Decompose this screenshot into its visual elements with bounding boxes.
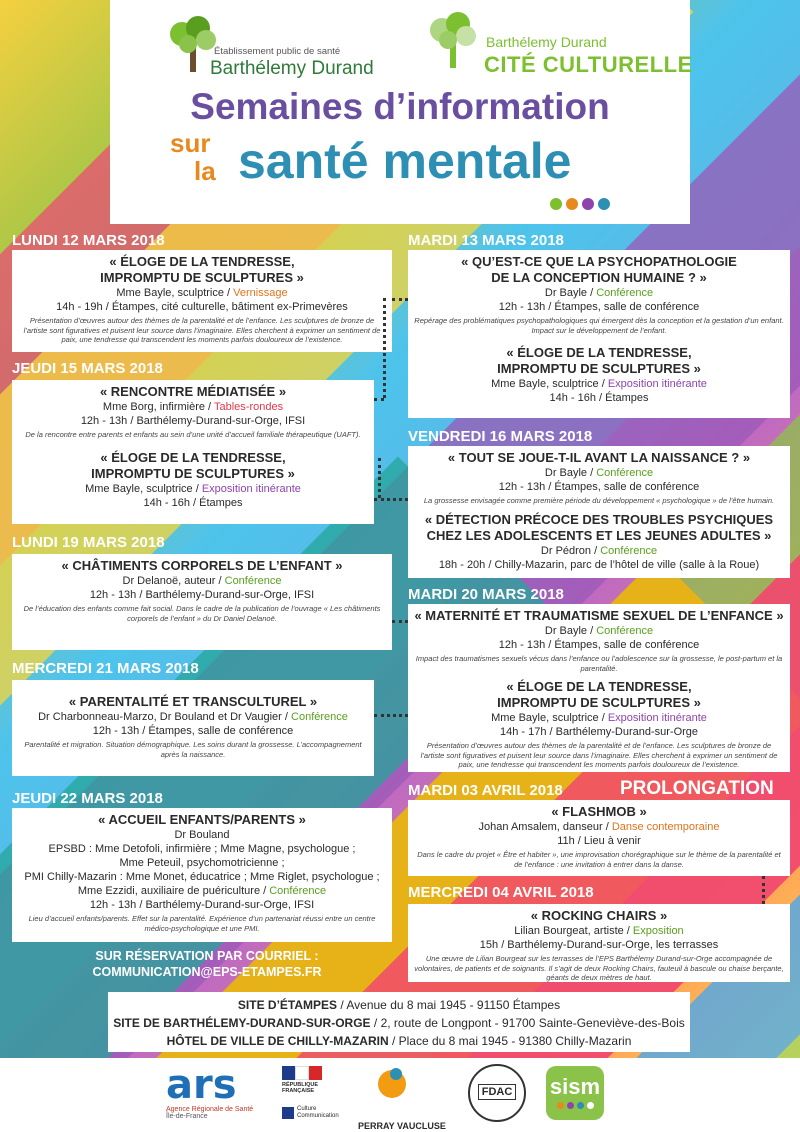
event-box-jeudi-15 — [12, 380, 374, 524]
site-chilly: HÔTEL DE VILLE DE CHILLY-MAZARIN / Place du 8 mai 1945 - 91380 Chilly-Mazarin — [166, 1034, 632, 1048]
event-description: De la rencontre entre parents et enfants au sein d’une unité d’accueil familiale thérapeutique (UAFT). — [25, 430, 361, 439]
reservation-email[interactable]: COMMUNICATION@EPS-ETAMPES.FR — [92, 965, 322, 979]
event-speaker: Mme Borg, infirmière / Tables-rondes — [102, 401, 284, 413]
event-title: « RENCONTRE MÉDIATISÉE » — [99, 384, 287, 399]
footer-logos — [0, 1058, 800, 1132]
day-mardi-13: MARDI 13 MARS 2018 — [408, 232, 564, 249]
event-title: « FLASHMOB » — [551, 804, 647, 819]
event-location: 12h - 13h / Barthélemy-Durand-sur-Orge, IFSI — [89, 589, 315, 601]
logo-sism: sism — [546, 1066, 604, 1120]
event-box-transculturel — [12, 680, 374, 776]
event-title: « ROCKING CHAIRS » — [530, 908, 668, 923]
event-location: 12h - 13h / Étampes, salle de conférence — [498, 639, 700, 651]
day-mardi-03-avril: MARDI 03 AVRIL 2018 — [408, 782, 563, 799]
event-location: 12h - 13h / Barthélemy-Durand-sur-Orge, IFSI — [80, 415, 306, 427]
event-speaker: Dr Pédron / Conférence — [540, 544, 658, 557]
event-title: « ÉLOGE DE LA TENDRESSE, — [506, 679, 692, 694]
event-title: IMPROMPTU DE SCULPTURES » — [100, 270, 304, 285]
event-title: « QU’EST-CE QUE LA PSYCHOPATHOLOGIE — [461, 254, 737, 269]
event-description: De l’éducation des enfants comme fait social. Dans le cadre de la publication de l’ouvrage « Les châtiments corporels de l’enfant » du Dr Daniel Delanoë. — [23, 604, 381, 623]
prolongation-label: PROLONGATION — [620, 778, 774, 799]
event-location: 15h / Barthélemy-Durand-sur-Orge, les terrasses — [479, 939, 719, 951]
event-location: 12h - 13h / Barthélemy-Durand-sur-Orge, IFSI — [89, 899, 315, 911]
connector — [383, 298, 386, 398]
logo-cite-culturelle — [426, 12, 693, 78]
cite-name: Barthélemy Durand — [486, 34, 607, 50]
event-speaker: Mme Bayle, sculptrice / Exposition itinérante — [491, 378, 707, 390]
establishment-name: Barthélemy Durand — [210, 58, 374, 79]
connector — [374, 714, 408, 717]
event-title: « ÉLOGE DE LA TENDRESSE, — [100, 449, 286, 465]
event-speaker: EPSBD : Mme Detofoli, infirmière ; Mme Magne, psychologue ; — [48, 843, 356, 855]
event-title: « ACCUEIL ENFANTS/PARENTS » — [98, 812, 306, 827]
event-box-mardi-20 — [408, 604, 790, 772]
event-speaker: PMI Chilly-Mazarin : Mme Monet, éducatrice ; Mme Riglet, psychologue ; — [24, 871, 380, 883]
cite-title: CITÉ CULTURELLE — [484, 52, 693, 77]
event-speaker: Dr Bayle / Conférence — [544, 287, 654, 299]
connector — [392, 620, 408, 623]
logo-ars: ars Agence Régionale de Santé Île-de-France — [166, 1062, 254, 1120]
event-speaker: Lilian Bourgeat, artiste / Exposition — [514, 925, 684, 937]
site-etampes: SITE D’ÉTAMPES / Avenue du 8 mai 1945 - 91150 Étampes — [237, 998, 561, 1012]
event-speaker: Dr Bouland — [174, 829, 230, 841]
event-title: « ÉLOGE DE LA TENDRESSE, — [506, 345, 692, 360]
event-description: Repérage des problématiques psychopathologiques qui émergent dès la conception et la gestation d’un enfant. Impact sur le développement de l’enfant. — [414, 316, 784, 335]
event-title: IMPROMPTU DE SCULPTURES » — [91, 465, 295, 481]
title-sur: sur — [170, 128, 211, 158]
event-box-chatiments — [12, 554, 392, 650]
event-description: Dans le cadre du projet « Être et habiter », une improvisation chorégraphique sur le thème de la parentalité et de l’enfance : une invitation à entrer dans la danse. — [417, 850, 781, 869]
event-title: « CHÂTIMENTS CORPORELS DE L’ENFANT » — [61, 558, 343, 573]
event-title: « ÉLOGE DE LA TENDRESSE, — [109, 254, 295, 269]
logo-republique-francaise: RÉPUBLIQUE FRANÇAISE Culture Communication — [282, 1066, 342, 1126]
connector — [378, 458, 381, 498]
day-lundi-19: LUNDI 19 MARS 2018 — [12, 534, 165, 551]
event-box-eloge-1 — [12, 250, 392, 352]
event-speaker: Dr Bayle / Conférence — [544, 467, 654, 479]
day-jeudi-15: JEUDI 15 MARS 2018 — [12, 360, 163, 377]
event-box-accueil — [12, 808, 392, 942]
event-box-mardi-13 — [408, 250, 790, 418]
tree-icon — [426, 12, 480, 70]
connector — [762, 876, 765, 904]
event-location: 12h - 13h / Étampes, salle de conférence — [92, 725, 294, 737]
event-title: DE LA CONCEPTION HUMAINE ? » — [491, 270, 707, 285]
connector — [374, 498, 408, 501]
event-description: Présentation d’œuvres autour des thèmes de la parentalité et de l’enfance. Les sculptures de bronze de l’artiste sont figuratives et puisent leur source dans l’imaginaire. Elles cherchent à exprimer un sentiment de paix, une tendresse qui transcendent les moments parfois douloureux de l’existence. — [23, 316, 381, 344]
event-description: Parentalité et migration. Situation démographique. Les soins durant la grossesse. L’accompagnement après la naissance. — [24, 740, 362, 759]
event-description: La grossesse envisagée comme première période du développement « psychologique » de l’être humain. — [423, 496, 775, 505]
day-lundi-12: LUNDI 12 MARS 2018 — [12, 232, 165, 249]
event-speaker: Johan Amsalem, danseur / Danse contemporaine — [478, 821, 720, 833]
event-description: Impact des traumatismes sexuels vécus dans l’enfance ou l’adolescence sur la grossesse, le post-partum et la parentalité. — [415, 654, 783, 673]
logo-barthelemy-durand — [166, 16, 386, 78]
color-dots — [550, 198, 610, 210]
title-line2: santé mentale — [238, 133, 572, 189]
event-location: 11h / Lieu à venir — [557, 835, 641, 847]
event-title: « TOUT SE JOUE-T-IL AVANT LA NAISSANCE ? » — [447, 450, 751, 465]
event-speaker: Dr Bayle / Conférence — [544, 625, 654, 637]
day-mercredi-04-avril: MERCREDI 04 AVRIL 2018 — [408, 884, 594, 901]
connector — [374, 398, 384, 401]
connector — [392, 298, 408, 301]
sites-panel — [108, 992, 690, 1052]
perray-icon — [372, 1062, 412, 1102]
title-la: la — [194, 156, 216, 186]
event-location: 14h - 16h / Étampes — [549, 392, 649, 404]
event-speaker: Mme Peteuil, psychomotricienne ; — [119, 857, 285, 869]
event-box-rocking-chairs — [408, 904, 790, 982]
establishment-small-text: Établissement public de santé — [214, 46, 341, 57]
event-speaker: Mme Bayle, sculptrice / Exposition itinérante — [491, 712, 707, 724]
site-barthelemy: SITE DE BARTHÉLEMY-DURAND-SUR-ORGE / 2, route de Longpont - 91700 Sainte-Geneviève-des-Bois — [113, 1016, 685, 1030]
event-location: 12h - 13h / Étampes, salle de conférence — [498, 301, 700, 313]
event-speaker: Mme Ezzidi, auxiliaire de puériculture / Conférence — [77, 885, 327, 897]
event-box-vendredi-16 — [408, 446, 790, 578]
day-mardi-20: MARDI 20 MARS 2018 — [408, 586, 564, 603]
event-title: IMPROMPTU DE SCULPTURES » — [497, 361, 701, 376]
event-speaker: Dr Charbonneau-Marzo, Dr Bouland et Dr Vaugier / Conférence — [38, 711, 348, 723]
event-title: IMPROMPTU DE SCULPTURES » — [497, 695, 701, 710]
logo-perray-vaucluse: PERRAY VAUCLUSE — [358, 1062, 428, 1128]
reservation-text: SUR RÉSERVATION PAR COURRIEL : COMMUNICATION@EPS-ETAMPES.FR — [78, 948, 336, 980]
event-description: Présentation d’œuvres autour des thèmes de la parentalité et de l’enfance. Les sculptures de bronze de l’artiste sont figuratives et puisent leur source dans l’imaginaire. Elles cherchent à exprimer un sentiment de paix, une tendresse qui transcendent les moments parfois douloureux de l’existence. — [420, 741, 778, 769]
day-vendredi-16: VENDREDI 16 MARS 2018 — [408, 428, 593, 445]
event-location: 14h - 17h / Barthélemy-Durand-sur-Orge — [499, 726, 699, 738]
event-speaker: Mme Bayle, sculptrice / Vernissage — [116, 287, 288, 299]
logo-fdac: FDAC — [468, 1064, 526, 1122]
event-location: 12h - 13h / Étampes, salle de conférence — [498, 481, 700, 493]
day-mercredi-21: MERCREDI 21 MARS 2018 — [12, 660, 199, 677]
event-title: CHEZ LES ADOLESCENTS ET LES JEUNES ADULTES » — [426, 527, 772, 543]
event-location: 18h - 20h / Chilly-Mazarin, parc de l’hôtel de ville (salle à la Roue) — [438, 558, 760, 571]
event-location: 14h - 16h / Étampes — [143, 496, 243, 509]
day-jeudi-22: JEUDI 22 MARS 2018 — [12, 790, 163, 807]
event-title: « MATERNITÉ ET TRAUMATISME SEXUEL DE L’ENFANCE » — [414, 608, 784, 623]
event-location: 14h - 19h / Étampes, cité culturelle, bâtiment ex-Primevères — [56, 301, 348, 313]
event-title: « PARENTALITÉ ET TRANSCULTUREL » — [68, 694, 318, 709]
event-speaker: Dr Delanoë, auteur / Conférence — [122, 575, 282, 587]
event-title: « DÉTECTION PRÉCOCE DES TROUBLES PSYCHIQUES — [424, 511, 774, 527]
header-panel — [110, 0, 693, 224]
event-box-flashmob — [408, 800, 790, 876]
event-description: Une œuvre de Lilian Bourgeat sur les terrasses de l’EPS Barthélemy Durand-sur-Orge accompagnée de volontaires, de patients et de soignants. Il s’agit de deux Rocking Chairs, fauteuil à bascule ou chaise berçante, géants de deux mètres de haut. — [414, 954, 784, 982]
event-speaker: Mme Bayle, sculptrice / Exposition itinérante — [85, 482, 301, 495]
title-line1: Semaines d’information — [190, 86, 610, 127]
event-description: Lieu d’accueil enfants/parents. Effet sur la parentalité. Expérience d’un partenariat réussi entre un centre médico-psychologique et une PMI. — [28, 914, 376, 933]
